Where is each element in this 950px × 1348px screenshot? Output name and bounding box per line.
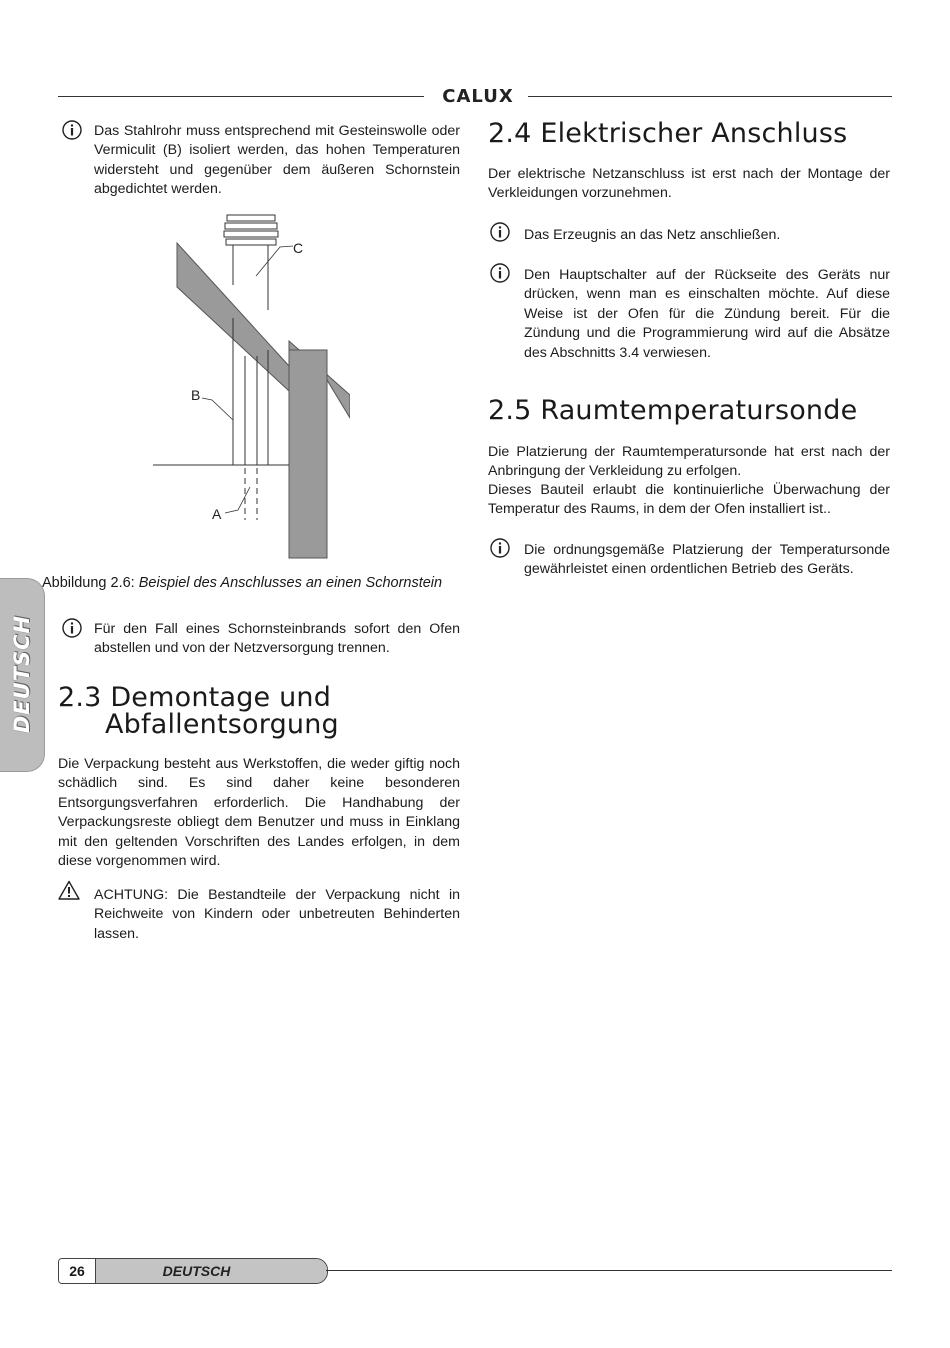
figure-caption [42, 574, 442, 592]
warning-packaging: ACHTUNG: Die Bestandteile der Verpackung nicht in Reichweite von Kindern oder unbetreuten Behinderten lassen. [94, 887, 460, 942]
caption-label: Abbildung 2.6: [42, 575, 135, 591]
note-probe-placement: Die ordnungsgemäße Platzierung der Temperatursonde gewährleistet einen ordentlichen Betrieb des Geräts. [524, 542, 890, 578]
section-2-5-body2: Dieses Bauteil erlaubt die kontinuierliche Überwachung der Temperatur des Raums, in dem der Ofen installiert ist.. [488, 482, 890, 518]
warning-icon [58, 880, 80, 900]
note-main-switch: Den Hauptschalter auf der Rückseite des Geräts nur drücken, wenn man es einschalten möchte. Auf diese Weise ist der Ofen für die Zündung bereit. Für die Zündung und die Programmierung wird auf die Absätze des Abschnitts 3.4 verwiesen. [524, 267, 890, 361]
header-rule-right [528, 96, 892, 97]
note-connect-network: Das Erzeugnis an das Netz anschließen. [524, 227, 781, 243]
info-icon [490, 263, 510, 283]
page-number: 26 [59, 1259, 96, 1283]
figure-label-b: B [191, 387, 201, 403]
footer-language: DEUTSCH [96, 1259, 327, 1283]
footer-tab [58, 1258, 328, 1284]
side-language-tab-label: DEUTSCH [10, 614, 35, 734]
figure-label-a: A [212, 506, 222, 522]
note-chimney-fire: Für den Fall eines Schornsteinbrands sofort den Ofen abstellen und von der Netzversorgung trennen. [94, 621, 460, 657]
section-2-4-title: 2.4 Elektrischer Anschluss [488, 118, 848, 149]
figure-label-c: C [293, 240, 304, 256]
footer-rule [326, 1270, 892, 1271]
info-icon [62, 618, 82, 638]
section-2-5-body1: Die Platzierung der Raumtemperatursonde hat erst nach der Anbringung der Verkleidung zu erfolgen. [488, 444, 890, 480]
info-icon [490, 538, 510, 558]
section-2-3-title-line2: Abfallentsorgung [105, 709, 339, 740]
section-2-4-body: Der elektrische Netzanschluss ist erst nach der Montage der Verkleidungen vorzunehmen. [488, 166, 890, 202]
brand-logo: CALUX [442, 86, 514, 107]
header-rule-left [58, 96, 424, 97]
info-icon [62, 120, 82, 140]
note-steel-pipe: Das Stahlrohr muss entsprechend mit Gesteinswolle oder Vermiculit (B) isoliert werden, das hohen Temperaturen widersteht und gegenüber dem äußeren Schornstein abgedichtet werden. [94, 123, 460, 198]
info-icon [490, 222, 510, 242]
section-2-3-title-line1: 2.3 Demontage und [58, 682, 332, 713]
section-2-3-body: Die Verpackung besteht aus Werkstoffen, die weder giftig noch schädlich sind. Es sind daher keine besonderen Entsorgungsverfahren erforderlich. Die Handhabung der Verpackungsreste obliegt dem Benutzer und muss in Einklang mit den geltenden Vorschriften des Landes erfolgen, in dem diese vorgenommen wird. [58, 756, 460, 870]
chimney-diagram [150, 210, 350, 562]
section-2-5-title: 2.5 Raumtemperatursonde [488, 395, 858, 426]
caption-text: Beispiel des Anschlusses an einen Schornstein [138, 575, 443, 591]
side-language-tab-label-wrap [0, 578, 44, 770]
